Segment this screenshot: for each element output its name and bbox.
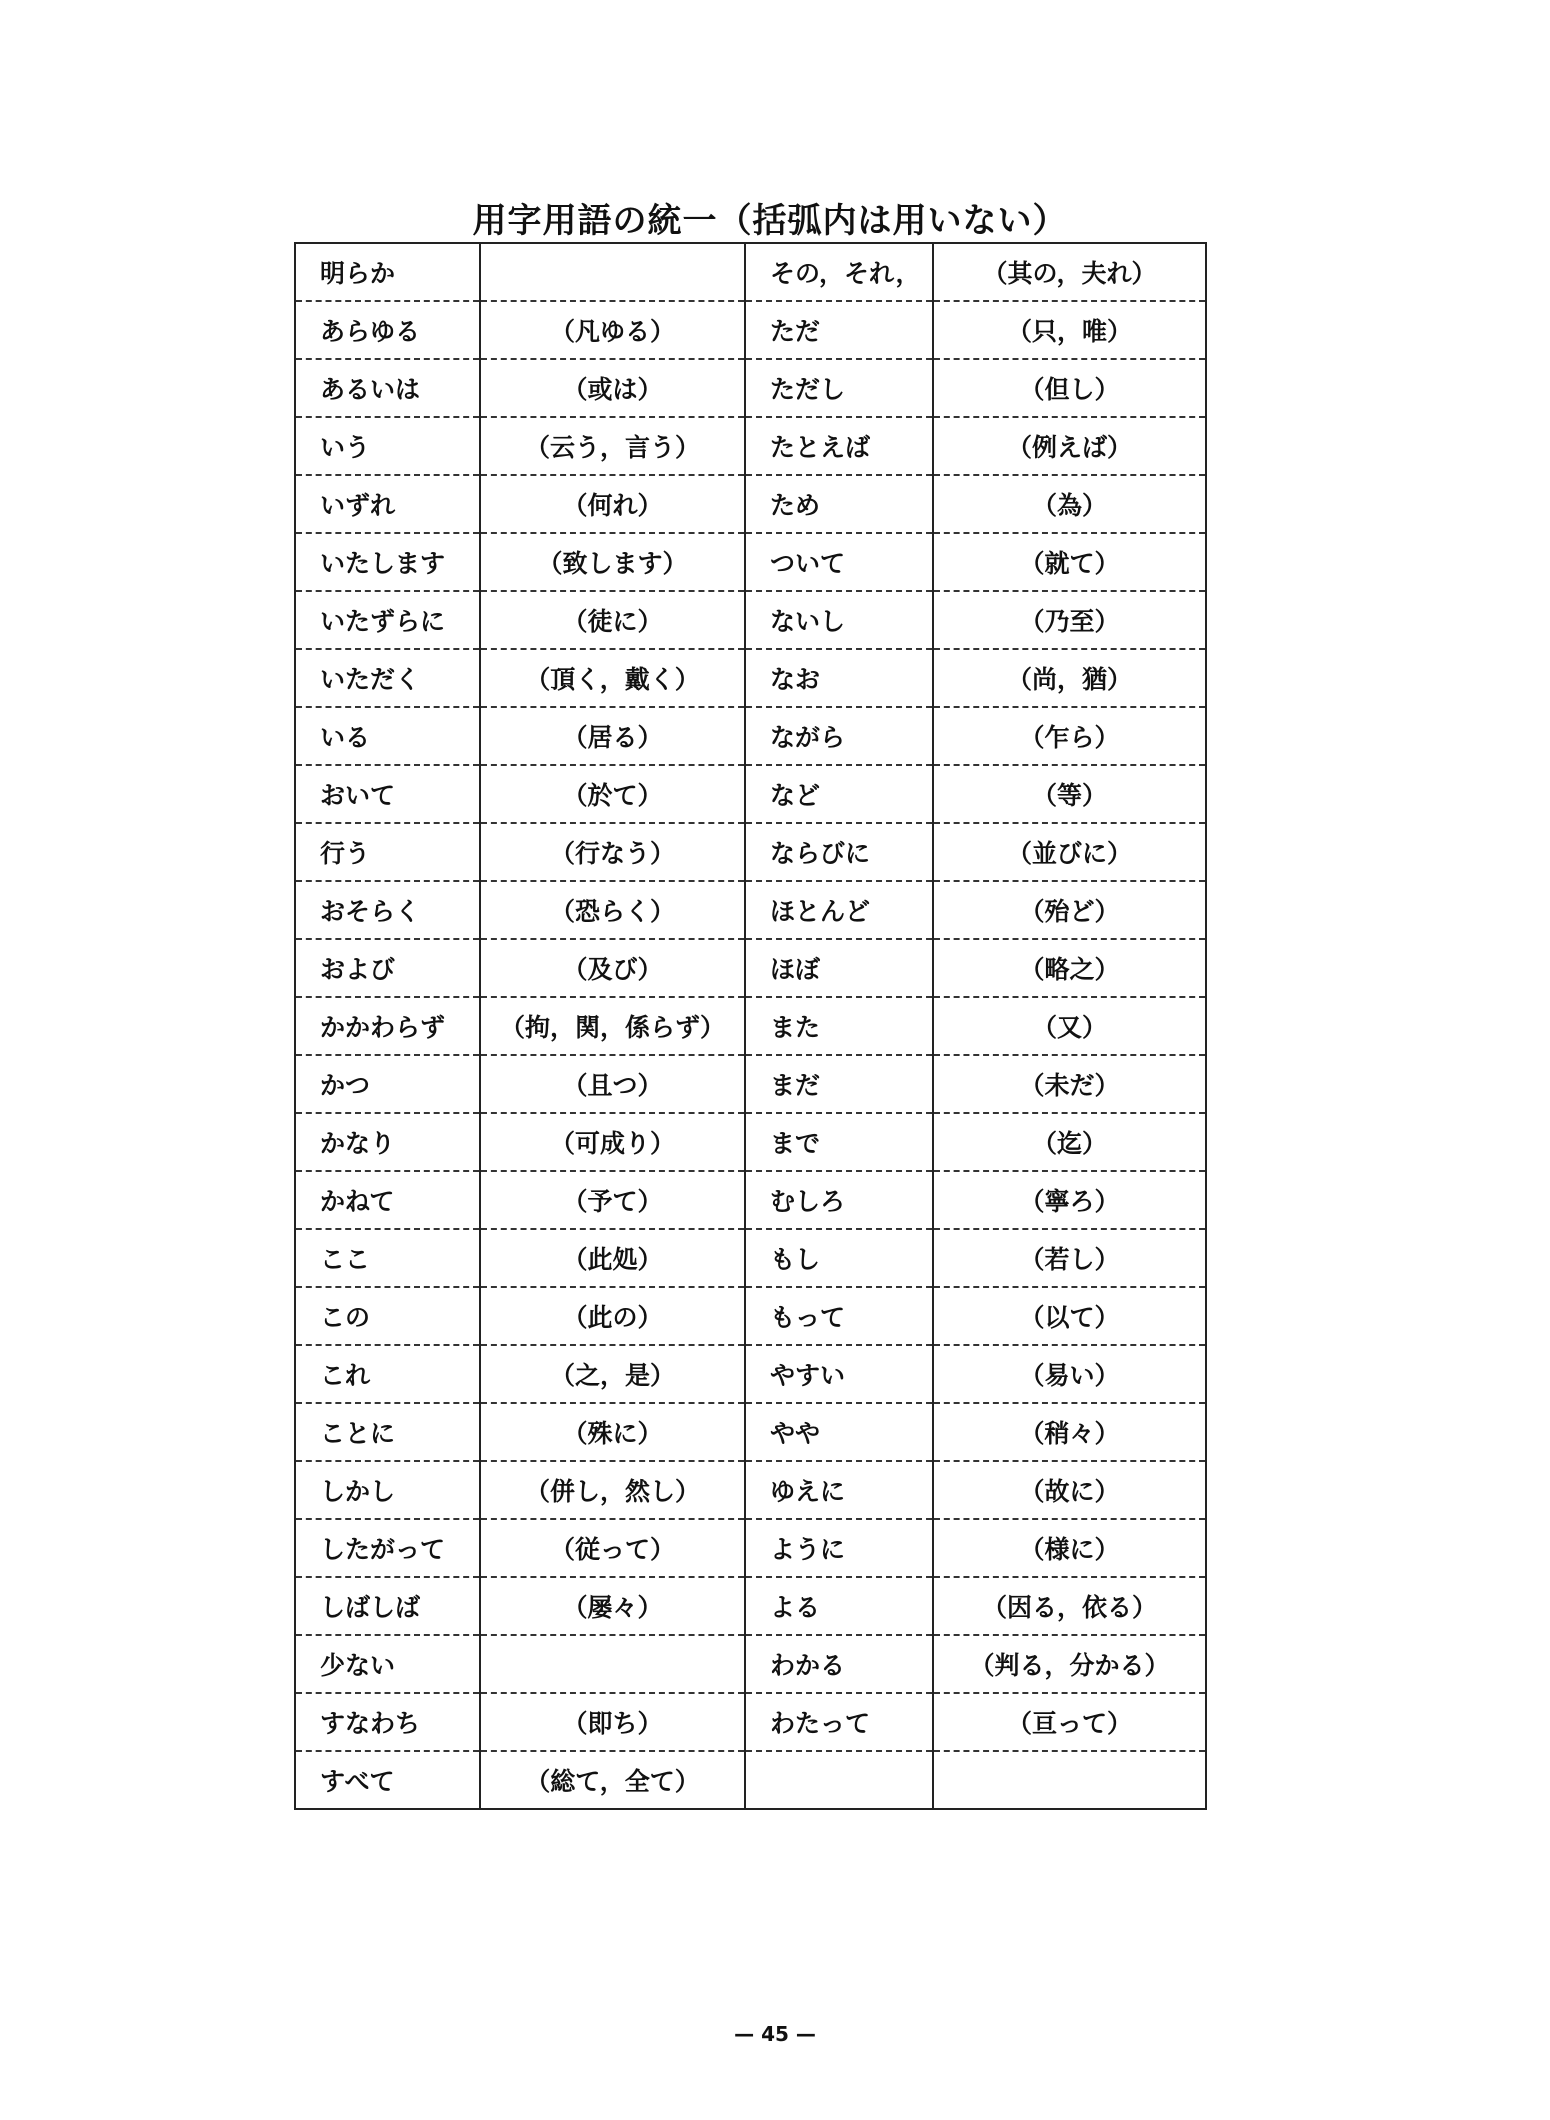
- term-avoided-kanji: （此の）: [480, 1287, 745, 1345]
- term-kana: いたずらに: [295, 591, 480, 649]
- term-avoided-kanji: （殊に）: [480, 1403, 745, 1461]
- term-kana: ほぼ: [745, 939, 933, 997]
- term-kana: まだ: [745, 1055, 933, 1113]
- term-avoided-kanji: （就て）: [933, 533, 1206, 591]
- term-kana: ほとんど: [745, 881, 933, 939]
- term-avoided-kanji: （拘，関，係らず）: [480, 997, 745, 1055]
- term-avoided-kanji: （為）: [933, 475, 1206, 533]
- term-kana: 明らか: [295, 243, 480, 301]
- term-kana: かつ: [295, 1055, 480, 1113]
- term-avoided-kanji: （例えば）: [933, 417, 1206, 475]
- term-kana: これ: [295, 1345, 480, 1403]
- term-kana: しかし: [295, 1461, 480, 1519]
- term-kana: 行う: [295, 823, 480, 881]
- term-kana: ついて: [745, 533, 933, 591]
- term-kana: 少ない: [295, 1635, 480, 1693]
- term-kana: まで: [745, 1113, 933, 1171]
- term-kana: やや: [745, 1403, 933, 1461]
- term-kana: ここ: [295, 1229, 480, 1287]
- term-avoided-kanji: （並びに）: [933, 823, 1206, 881]
- term-avoided-kanji: [480, 243, 745, 301]
- term-kana: しばしば: [295, 1577, 480, 1635]
- term-kana: やすい: [745, 1345, 933, 1403]
- table-row: [295, 997, 1206, 1055]
- table-row: [295, 707, 1206, 765]
- term-kana: ため: [745, 475, 933, 533]
- term-kana: わたって: [745, 1693, 933, 1751]
- term-kana: たとえば: [745, 417, 933, 475]
- term-kana: ならびに: [745, 823, 933, 881]
- term-avoided-kanji: （若し）: [933, 1229, 1206, 1287]
- term-kana: など: [745, 765, 933, 823]
- term-kana: むしろ: [745, 1171, 933, 1229]
- term-avoided-kanji: （迄）: [933, 1113, 1206, 1171]
- term-avoided-kanji: （於て）: [480, 765, 745, 823]
- term-avoided-kanji: （之，是）: [480, 1345, 745, 1403]
- page-title: 用字用語の統一（括弧内は用いない）: [472, 201, 1068, 241]
- table-row: [295, 1171, 1206, 1229]
- term-kana: ないし: [745, 591, 933, 649]
- term-kana: いただく: [295, 649, 480, 707]
- term-avoided-kanji: （易い）: [933, 1345, 1206, 1403]
- table-row: [295, 939, 1206, 997]
- term-kana: すなわち: [295, 1693, 480, 1751]
- table-row: [295, 1345, 1206, 1403]
- term-avoided-kanji: （稍々）: [933, 1403, 1206, 1461]
- term-avoided-kanji: （行なう）: [480, 823, 745, 881]
- term-kana: わかる: [745, 1635, 933, 1693]
- term-avoided-kanji: （予て）: [480, 1171, 745, 1229]
- term-kana: いう: [295, 417, 480, 475]
- table-row: [295, 1461, 1206, 1519]
- term-kana: および: [295, 939, 480, 997]
- term-kana: あるいは: [295, 359, 480, 417]
- term-kana: おそらく: [295, 881, 480, 939]
- term-avoided-kanji: （但し）: [933, 359, 1206, 417]
- table-row: [295, 1113, 1206, 1171]
- term-avoided-kanji: （居る）: [480, 707, 745, 765]
- term-kana: いずれ: [295, 475, 480, 533]
- term-avoided-kanji: （及び）: [480, 939, 745, 997]
- table-row: [295, 649, 1206, 707]
- term-kana: かねて: [295, 1171, 480, 1229]
- page-number: — 45 —: [734, 2022, 816, 2046]
- term-kana: ただし: [745, 359, 933, 417]
- term-kana: また: [745, 997, 933, 1055]
- term-avoided-kanji: （従って）: [480, 1519, 745, 1577]
- term-avoided-kanji: （恐らく）: [480, 881, 745, 939]
- term-avoided-kanji: [480, 1635, 745, 1693]
- table-row: [295, 1635, 1206, 1693]
- term-avoided-kanji: （故に）: [933, 1461, 1206, 1519]
- term-avoided-kanji: （又）: [933, 997, 1206, 1055]
- term-avoided-kanji: （略之）: [933, 939, 1206, 997]
- term-avoided-kanji: （乍ら）: [933, 707, 1206, 765]
- table-row: [295, 1403, 1206, 1461]
- table-row: [295, 359, 1206, 417]
- term-avoided-kanji: （屡々）: [480, 1577, 745, 1635]
- term-kana: すべて: [295, 1751, 480, 1809]
- term-rows: [295, 243, 1206, 1809]
- term-kana: ながら: [745, 707, 933, 765]
- term-avoided-kanji: （未だ）: [933, 1055, 1206, 1113]
- term-table: [294, 242, 1207, 1810]
- table-row: [295, 301, 1206, 359]
- table-row: [295, 1229, 1206, 1287]
- term-avoided-kanji: （頂く，戴く）: [480, 649, 745, 707]
- term-kana: かなり: [295, 1113, 480, 1171]
- table-row: [295, 823, 1206, 881]
- table-row: [295, 1751, 1206, 1809]
- table-row: [295, 1287, 1206, 1345]
- term-kana: ことに: [295, 1403, 480, 1461]
- table-row: [295, 1577, 1206, 1635]
- term-kana: いる: [295, 707, 480, 765]
- term-avoided-kanji: （殆ど）: [933, 881, 1206, 939]
- term-avoided-kanji: （此処）: [480, 1229, 745, 1287]
- term-avoided-kanji: （判る，分かる）: [933, 1635, 1206, 1693]
- term-avoided-kanji: （寧ろ）: [933, 1171, 1206, 1229]
- term-avoided-kanji: （亘って）: [933, 1693, 1206, 1751]
- term-avoided-kanji: （致します）: [480, 533, 745, 591]
- term-avoided-kanji: （総て，全て）: [480, 1751, 745, 1809]
- term-avoided-kanji: （乃至）: [933, 591, 1206, 649]
- term-kana: あらゆる: [295, 301, 480, 359]
- table-row: [295, 475, 1206, 533]
- term-avoided-kanji: （以て）: [933, 1287, 1206, 1345]
- term-kana: もって: [745, 1287, 933, 1345]
- term-kana: [745, 1751, 933, 1809]
- term-avoided-kanji: （等）: [933, 765, 1206, 823]
- term-kana: いたします: [295, 533, 480, 591]
- term-avoided-kanji: （即ち）: [480, 1693, 745, 1751]
- table-row: [295, 881, 1206, 939]
- term-avoided-kanji: （云う，言う）: [480, 417, 745, 475]
- term-avoided-kanji: （様に）: [933, 1519, 1206, 1577]
- term-kana: したがって: [295, 1519, 480, 1577]
- term-kana: なお: [745, 649, 933, 707]
- table-row: [295, 243, 1206, 301]
- term-avoided-kanji: [933, 1751, 1206, 1809]
- term-avoided-kanji: （因る，依る）: [933, 1577, 1206, 1635]
- term-kana: よる: [745, 1577, 933, 1635]
- term-avoided-kanji: （或は）: [480, 359, 745, 417]
- term-avoided-kanji: （徒に）: [480, 591, 745, 649]
- table-row: [295, 591, 1206, 649]
- table-row: [295, 1519, 1206, 1577]
- table-row: [295, 533, 1206, 591]
- term-kana: ゆえに: [745, 1461, 933, 1519]
- term-avoided-kanji: （可成り）: [480, 1113, 745, 1171]
- table-row: [295, 1693, 1206, 1751]
- term-kana: その，それ，: [745, 243, 933, 301]
- term-avoided-kanji: （併し，然し）: [480, 1461, 745, 1519]
- term-avoided-kanji: （且つ）: [480, 1055, 745, 1113]
- term-avoided-kanji: （凡ゆる）: [480, 301, 745, 359]
- term-avoided-kanji: （其の，夫れ）: [933, 243, 1206, 301]
- table-row: [295, 765, 1206, 823]
- table-row: [295, 1055, 1206, 1113]
- term-kana: もし: [745, 1229, 933, 1287]
- term-kana: おいて: [295, 765, 480, 823]
- term-avoided-kanji: （何れ）: [480, 475, 745, 533]
- term-kana: ただ: [745, 301, 933, 359]
- term-kana: かかわらず: [295, 997, 480, 1055]
- term-avoided-kanji: （尚，猶）: [933, 649, 1206, 707]
- term-avoided-kanji: （只，唯）: [933, 301, 1206, 359]
- term-kana: この: [295, 1287, 480, 1345]
- table-row: [295, 417, 1206, 475]
- term-kana: ように: [745, 1519, 933, 1577]
